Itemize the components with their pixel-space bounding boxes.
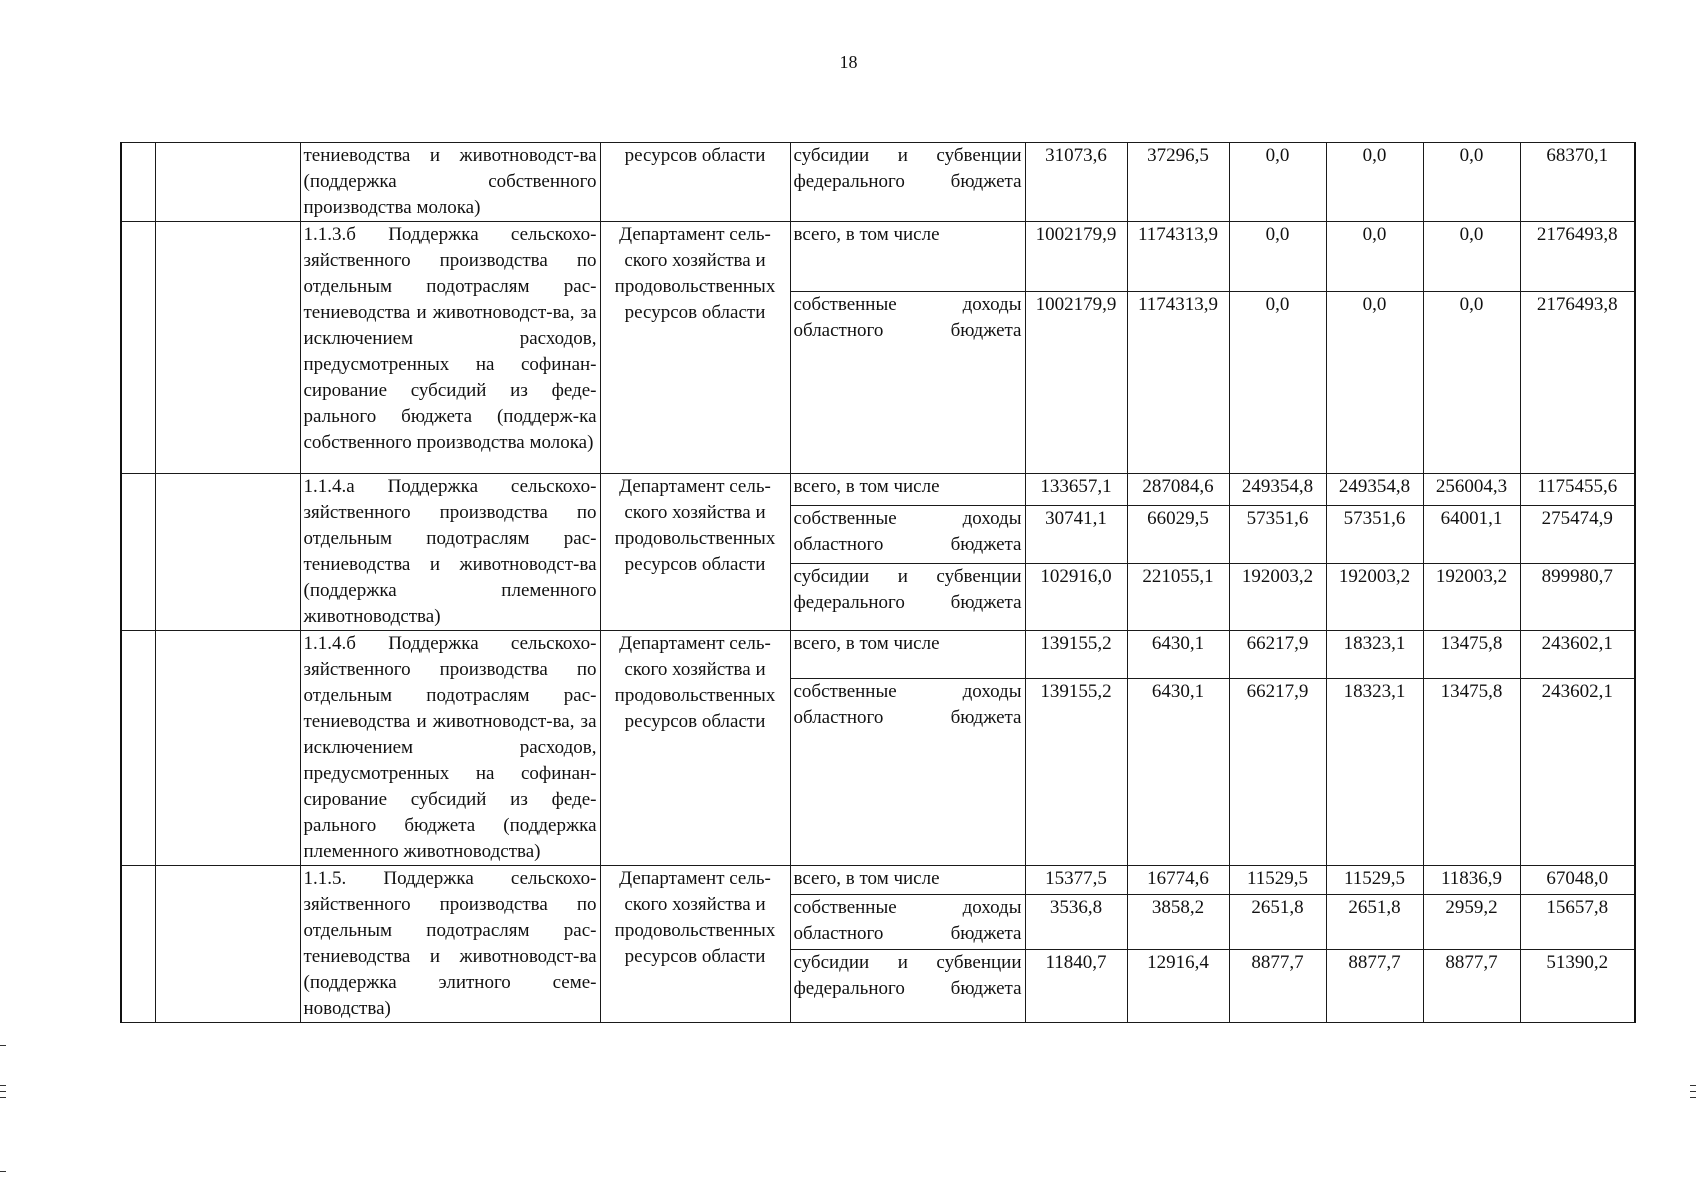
funding-source-line-1: собственные доходы [793, 294, 1022, 315]
table-row [121, 631, 1635, 679]
funding-source-cell [790, 678, 1025, 865]
year-value-cell: 2959,2 [1423, 895, 1520, 950]
executor-cell: Департамент сель-ского хозяйства и продовольственных ресурсов области [600, 866, 790, 1023]
total-value-cell: 51390,2 [1520, 950, 1635, 1023]
funding-source-cell [790, 895, 1025, 950]
year-value-cell: 133657,1 [1025, 474, 1127, 506]
measure-name-cell: 1.1.4.а Поддержка сельскохо-зяйственного производства по отдельным подотраслям рас-тениеводства и животноводст-ва (поддержка племенного животноводства) [300, 474, 600, 631]
year-value-cell: 139155,2 [1025, 631, 1127, 679]
year-value-cell: 1002179,9 [1025, 292, 1127, 474]
year-value-cell: 192003,2 [1326, 563, 1423, 630]
blank-cell [155, 474, 300, 631]
funding-source-cell [790, 506, 1025, 563]
table-row [121, 143, 1635, 222]
year-value-cell: 1174313,9 [1127, 222, 1229, 292]
year-value-cell: 102916,0 [1025, 563, 1127, 630]
year-value-cell: 8877,7 [1229, 950, 1326, 1023]
year-value-cell: 1174313,9 [1127, 292, 1229, 474]
year-value-cell: 0,0 [1229, 292, 1326, 474]
total-value-cell: 275474,9 [1520, 506, 1635, 563]
blank-cell [155, 143, 300, 222]
funding-source-line-1: собственные доходы [793, 508, 1022, 530]
funding-source-line-1: всего, в том числе [793, 633, 940, 654]
year-value-cell: 30741,1 [1025, 506, 1127, 563]
total-value-cell: 67048,0 [1520, 866, 1635, 895]
year-value-cell: 0,0 [1326, 222, 1423, 292]
funding-source-cell [790, 474, 1025, 506]
year-value-cell: 0,0 [1423, 292, 1520, 474]
funding-source-line-2: областного бюджета [793, 706, 1022, 728]
year-value-cell: 8877,7 [1423, 950, 1520, 1023]
blank-cell [121, 474, 155, 631]
total-value-cell: 243602,1 [1520, 631, 1635, 679]
year-value-cell: 18323,1 [1326, 631, 1423, 679]
funding-source-line-1: субсидии и субвенции [793, 145, 1022, 166]
total-value-cell: 899980,7 [1520, 563, 1635, 630]
funding-source-cell [790, 222, 1025, 292]
funding-source-line-2: федерального бюджета [793, 591, 1022, 613]
table-row [121, 866, 1635, 895]
year-value-cell: 287084,6 [1127, 474, 1229, 506]
year-value-cell: 57351,6 [1229, 506, 1326, 563]
funding-source-line-2: федерального бюджета [793, 171, 1022, 192]
year-value-cell: 8877,7 [1326, 950, 1423, 1023]
year-value-cell: 11836,9 [1423, 866, 1520, 895]
blank-cell [121, 631, 155, 866]
table-body [121, 143, 1635, 1023]
measure-name-cell: 1.1.3.б Поддержка сельскохо-зяйственного производства по отдельным подотраслям рас-тениеводства и животноводст-ва, за исключением расходов, предусмотренных на софинан-сирование субсидий из феде-рального бюджета (поддерж-ка собственного производства молока) [300, 222, 600, 474]
measure-name-cell: тениеводства и животноводст-ва (поддержка собственного производства молока) [300, 143, 600, 222]
blank-cell [121, 222, 155, 474]
year-value-cell: 192003,2 [1423, 563, 1520, 630]
blank-cell [121, 866, 155, 1023]
total-value-cell: 2176493,8 [1520, 292, 1635, 474]
year-value-cell: 64001,1 [1423, 506, 1520, 563]
year-value-cell: 221055,1 [1127, 563, 1229, 630]
year-value-cell: 66217,9 [1229, 678, 1326, 865]
year-value-cell: 3858,2 [1127, 895, 1229, 950]
year-value-cell: 16774,6 [1127, 866, 1229, 895]
blank-cell [155, 222, 300, 474]
blank-cell [155, 631, 300, 866]
year-value-cell: 66029,5 [1127, 506, 1229, 563]
funding-source-line-2: областного бюджета [793, 923, 1022, 945]
year-value-cell: 31073,6 [1025, 143, 1127, 222]
funding-source-line-1: собственные доходы [793, 680, 1022, 702]
year-value-cell: 66217,9 [1229, 631, 1326, 679]
total-value-cell: 68370,1 [1520, 143, 1635, 222]
measure-name-cell: 1.1.4.б Поддержка сельскохо-зяйственного производства по отдельным подотраслям рас-тениеводства и животноводст-ва, за исключением расходов, предусмотренных на софинан-сирование субсидий из феде-рального бюджета (поддержка племенного животноводства) [300, 631, 600, 866]
funding-source-line-1: собственные доходы [793, 897, 1022, 919]
year-value-cell: 11840,7 [1025, 950, 1127, 1023]
measure-name-cell: 1.1.5. Поддержка сельскохо-зяйственного производства по отдельным подотраслям рас-тениеводства и животноводст-ва (поддержка элитного семе-новодства) [300, 866, 600, 1023]
budget-table [120, 142, 1636, 1023]
funding-source-line-1: всего, в том числе [793, 868, 940, 889]
year-value-cell: 3536,8 [1025, 895, 1127, 950]
total-value-cell: 1175455,6 [1520, 474, 1635, 506]
year-value-cell: 139155,2 [1025, 678, 1127, 865]
year-value-cell: 15377,5 [1025, 866, 1127, 895]
funding-source-cell [790, 143, 1025, 222]
year-value-cell: 6430,1 [1127, 678, 1229, 865]
executor-cell: ресурсов области [600, 143, 790, 222]
year-value-cell: 37296,5 [1127, 143, 1229, 222]
funding-source-line-1: субсидии и субвенции [793, 565, 1022, 587]
funding-source-cell [790, 631, 1025, 679]
funding-source-cell [790, 866, 1025, 895]
funding-source-line-2: областного бюджета [793, 320, 1022, 341]
year-value-cell: 0,0 [1229, 143, 1326, 222]
executor-cell: Департамент сель-ского хозяйства и продовольственных ресурсов области [600, 631, 790, 866]
funding-source-line-1: субсидии и субвенции [793, 952, 1022, 974]
total-value-cell: 243602,1 [1520, 678, 1635, 865]
year-value-cell: 0,0 [1423, 143, 1520, 222]
executor-cell: Департамент сель-ского хозяйства и продовольственных ресурсов области [600, 474, 790, 631]
total-value-cell: 2176493,8 [1520, 222, 1635, 292]
year-value-cell: 0,0 [1229, 222, 1326, 292]
page-number: 18 [839, 52, 858, 72]
year-value-cell: 192003,2 [1229, 563, 1326, 630]
year-value-cell: 18323,1 [1326, 678, 1423, 865]
year-value-cell: 0,0 [1326, 292, 1423, 474]
year-value-cell: 256004,3 [1423, 474, 1520, 506]
year-value-cell: 0,0 [1326, 143, 1423, 222]
blank-cell [121, 143, 155, 222]
year-value-cell: 0,0 [1423, 222, 1520, 292]
funding-source-line-2: областного бюджета [793, 534, 1022, 556]
total-value-cell: 15657,8 [1520, 895, 1635, 950]
year-value-cell: 6430,1 [1127, 631, 1229, 679]
funding-source-line-1: всего, в том числе [793, 476, 940, 497]
funding-source-cell [790, 950, 1025, 1023]
year-value-cell: 2651,8 [1326, 895, 1423, 950]
funding-source-cell [790, 292, 1025, 474]
year-value-cell: 57351,6 [1326, 506, 1423, 563]
year-value-cell: 249354,8 [1326, 474, 1423, 506]
year-value-cell: 11529,5 [1326, 866, 1423, 895]
year-value-cell: 12916,4 [1127, 950, 1229, 1023]
executor-cell: Департамент сель-ского хозяйства и продовольственных ресурсов области [600, 222, 790, 474]
blank-cell [155, 866, 300, 1023]
table-row [121, 474, 1635, 506]
funding-source-cell [790, 563, 1025, 630]
year-value-cell: 13475,8 [1423, 631, 1520, 679]
table-row [121, 222, 1635, 292]
year-value-cell: 11529,5 [1229, 866, 1326, 895]
funding-source-line-1: всего, в том числе [793, 224, 940, 245]
year-value-cell: 1002179,9 [1025, 222, 1127, 292]
year-value-cell: 13475,8 [1423, 678, 1520, 865]
year-value-cell: 2651,8 [1229, 895, 1326, 950]
funding-source-line-2: федерального бюджета [793, 978, 1022, 1000]
year-value-cell: 249354,8 [1229, 474, 1326, 506]
